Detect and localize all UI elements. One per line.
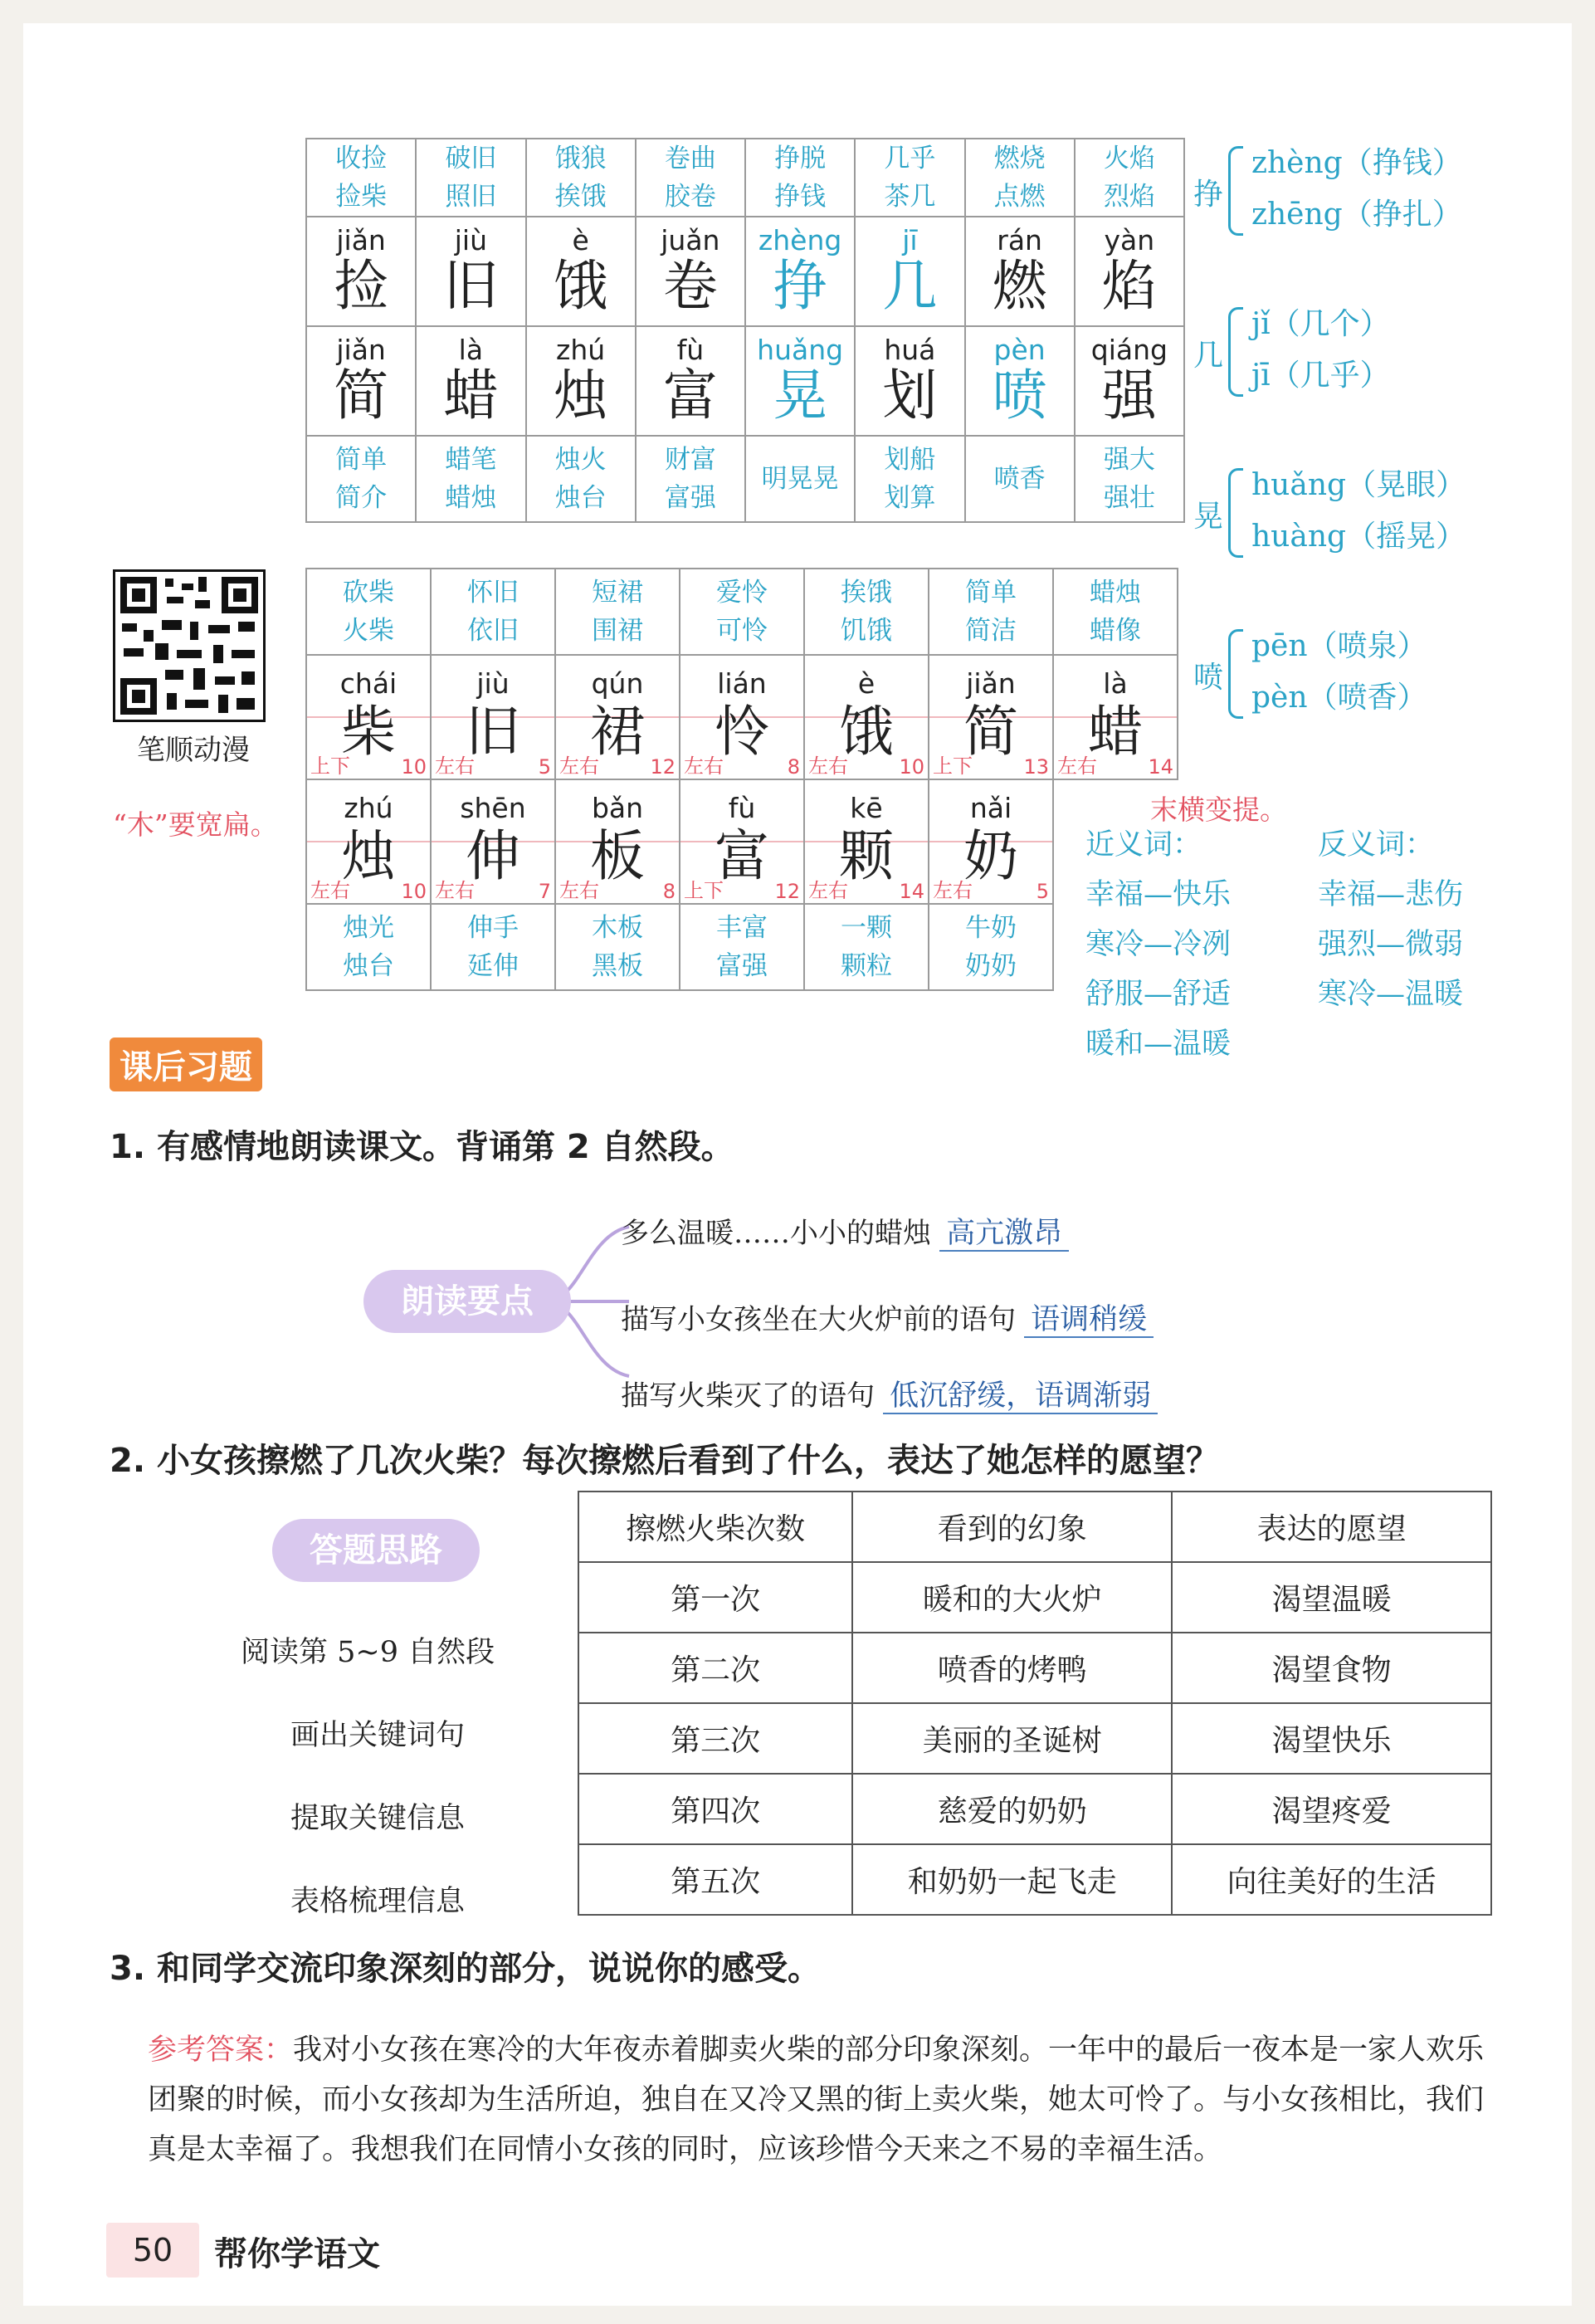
pinyin: è: [857, 667, 876, 700]
hanzi: 伸: [466, 824, 520, 888]
word-cell: [1075, 436, 1184, 522]
hanzi: 烛: [553, 364, 608, 427]
word: 强壮: [1103, 483, 1155, 513]
word-cell: [745, 139, 855, 217]
word: 蜡烛: [1090, 578, 1141, 608]
word: 简单: [335, 445, 388, 475]
word: 烈焰: [1103, 182, 1155, 212]
word-cell: [745, 436, 855, 522]
hanzi: 强: [1101, 364, 1157, 427]
word-cell: [855, 139, 964, 217]
antonym-pair: 幸福—悲伤: [1318, 878, 1464, 911]
table-row: [578, 1844, 1491, 1915]
word: 富强: [664, 483, 716, 513]
header-cell: 看到的幻象: [852, 1492, 1172, 1562]
pinyin: lián: [717, 667, 767, 700]
read-points-pill: 朗读要点: [363, 1270, 571, 1333]
word: 捡柴: [335, 182, 388, 212]
pinyin: zhú: [556, 334, 606, 366]
word-cell: [636, 139, 745, 217]
table-cell: 美丽的圣诞树: [852, 1703, 1172, 1774]
word: 一颗: [841, 913, 892, 943]
char-cell: [929, 655, 1053, 779]
hanzi: 简: [334, 364, 389, 427]
char-cell: [306, 779, 431, 904]
pinyin: là: [1103, 667, 1128, 700]
char-cell: [306, 217, 416, 326]
word: 几乎: [884, 144, 936, 173]
word: 照旧: [445, 182, 497, 212]
structure-tag: 左右: [310, 879, 350, 902]
read-item: [621, 1296, 1154, 1338]
char-cell: [855, 217, 964, 326]
pinyin: rán: [997, 224, 1042, 256]
structure-tag: 左右: [684, 754, 724, 778]
word: 依旧: [467, 616, 519, 646]
antonym-pair: 强烈—微弱: [1318, 928, 1464, 961]
word: 砍柴: [343, 578, 394, 608]
question-2: 2. 小女孩擦燃了几次火柴？每次擦燃后看到了什么，表达了她怎样的愿望？: [110, 1442, 1219, 1480]
structure-tag: 左右: [1057, 754, 1097, 778]
antonyms: [1318, 820, 1463, 1019]
stroke-count: 12: [774, 880, 800, 903]
table-cell: 慈爱的奶奶: [852, 1774, 1172, 1844]
word: 卷曲: [664, 144, 716, 173]
word: 点燃: [993, 182, 1046, 212]
word-cell: [555, 904, 680, 990]
hanzi: 蜡: [1088, 700, 1143, 764]
pinyin: jiù: [476, 667, 510, 700]
char-cell: [416, 326, 525, 436]
word: 简介: [335, 483, 388, 513]
word-cell: [680, 569, 804, 655]
note-left: “木”要宽扁。: [113, 808, 278, 841]
word: 简洁: [965, 616, 1017, 646]
table-cell: 向往美好的生活: [1172, 1844, 1491, 1915]
char-cell: [555, 655, 680, 779]
word-cell: [1053, 569, 1178, 655]
word: 饿狼: [554, 144, 607, 173]
word-cell: [306, 436, 416, 522]
word-cell: [306, 139, 416, 217]
table-cell: 喷香的烤鸭: [852, 1633, 1172, 1703]
word: 烛台: [343, 951, 394, 981]
synonyms: [1085, 820, 1231, 1069]
table-cell: 暖和的大火炉: [852, 1562, 1172, 1633]
char-cell: [306, 326, 416, 436]
structure-tag: 左右: [435, 754, 475, 778]
hanzi: 几: [882, 254, 938, 318]
word-cell: [416, 139, 525, 217]
word: 燃烧: [993, 144, 1046, 173]
structure-tag: 左右: [808, 754, 848, 778]
stroke-count: 12: [650, 755, 676, 779]
reference-answer: [148, 2025, 1509, 2175]
word: 破旧: [445, 144, 497, 173]
table-row: [578, 1633, 1491, 1703]
pinyin: yàn: [1104, 224, 1155, 256]
match-table: [578, 1491, 1492, 1916]
hanzi: 饿: [839, 700, 894, 764]
synonym-pair: 寒冷—冷冽: [1085, 928, 1232, 961]
polyphone-char: 挣: [1193, 178, 1224, 212]
brace: [1228, 307, 1243, 397]
synonyms-title: 近义词：: [1085, 828, 1202, 862]
polyphone-item: [1193, 300, 1575, 408]
read-item-text: 描写小女孩坐在大火炉前的语句: [621, 1303, 1016, 1336]
table-cell: 第二次: [578, 1633, 852, 1703]
structure-tag: 上下: [310, 754, 350, 778]
read-item-answer: 高亢激昂: [939, 1217, 1069, 1252]
word: 围裙: [592, 616, 643, 646]
pinyin: bǎn: [591, 792, 644, 824]
word: 烛台: [554, 483, 607, 513]
char-cell: [804, 655, 929, 779]
header-cell: 表达的愿望: [1172, 1492, 1491, 1562]
hanzi: 卷: [662, 254, 718, 318]
word: 伸手: [467, 913, 519, 943]
synonym-pair: 幸福—快乐: [1085, 878, 1232, 911]
word-cell: [636, 436, 745, 522]
char-cell: [636, 217, 745, 326]
read-item-text: 描写火柴灭了的语句: [621, 1379, 875, 1413]
word-cell: [431, 904, 555, 990]
char-cell: [965, 326, 1075, 436]
hanzi: 晃: [773, 364, 828, 427]
hanzi: 富: [662, 364, 718, 427]
pinyin: huǎng: [757, 334, 844, 366]
word: 蜡笔: [445, 445, 497, 475]
word: 挨饿: [841, 578, 892, 608]
char-cell: [965, 217, 1075, 326]
table-cell: 渴望温暖: [1172, 1562, 1491, 1633]
hanzi: 饿: [553, 254, 608, 318]
antonym-pair: 寒冷—温暖: [1318, 978, 1464, 1011]
word: 挨饿: [554, 182, 607, 212]
word-cell: [416, 436, 525, 522]
pinyin: chái: [339, 667, 398, 700]
structure-tag: 左右: [559, 754, 599, 778]
word: 爱怜: [716, 578, 768, 608]
char-cell: [431, 655, 555, 779]
read-item-text: 多么温暖……小小的蜡烛: [621, 1217, 931, 1250]
read-item: [621, 1373, 1158, 1414]
table-cell: 和奶奶一起飞走: [852, 1844, 1172, 1915]
stroke-count: 8: [662, 880, 676, 903]
word-cell: [804, 569, 929, 655]
pinyin: jī: [902, 224, 918, 256]
word: 喷香: [993, 464, 1046, 494]
word-cell: [555, 569, 680, 655]
table-cell: 第三次: [578, 1703, 852, 1774]
word: 木板: [592, 913, 643, 943]
stroke-count: 14: [1148, 755, 1173, 779]
pinyin: nǎi: [969, 792, 1012, 824]
pinyin: jiǎn: [336, 334, 386, 366]
word: 怀旧: [467, 578, 519, 608]
structure-tag: 左右: [559, 879, 599, 902]
table-cell: 渴望疼爱: [1172, 1774, 1491, 1844]
reading-a: jǐ（几个）: [1251, 307, 1390, 341]
char-cell: [431, 779, 555, 904]
book-title: 帮你学语文: [214, 2235, 380, 2273]
word: 胶卷: [664, 182, 716, 212]
pinyin: là: [458, 334, 484, 366]
table-row: [578, 1562, 1491, 1633]
hanzi: 简: [963, 700, 1018, 764]
structure-tag: 上下: [684, 879, 724, 902]
word: 短裙: [592, 578, 643, 608]
word-cell: [929, 569, 1053, 655]
antonyms-title: 反义词：: [1318, 828, 1435, 862]
pinyin: jiǎn: [966, 667, 1016, 700]
read-item: [621, 1210, 1069, 1252]
brace: [1228, 468, 1243, 558]
char-cell: [745, 217, 855, 326]
stroke-count: 10: [401, 880, 427, 903]
page-number: 50: [106, 2223, 199, 2278]
word: 黑板: [592, 951, 643, 981]
hanzi: 捡: [334, 254, 389, 318]
step: 表格梳理信息: [290, 1885, 465, 1918]
pinyin: è: [572, 224, 589, 256]
think-pill: 答题思路: [272, 1519, 480, 1582]
word: 颗粒: [841, 951, 892, 981]
header-cell: 擦燃火柴次数: [578, 1492, 852, 1562]
reading-b: pèn（喷香）: [1251, 681, 1427, 715]
header-row: [578, 1492, 1491, 1562]
word-cell: [680, 904, 804, 990]
polyphone-item: [1193, 139, 1575, 247]
section-label: 课后习题: [110, 1038, 262, 1091]
char-cell: [1075, 217, 1184, 326]
table-row: [578, 1703, 1491, 1774]
word: 划算: [884, 483, 936, 513]
step: 提取关键信息: [290, 1802, 465, 1835]
word: 挣钱: [774, 182, 827, 212]
pinyin: zhú: [344, 792, 393, 824]
char-cell: [855, 326, 964, 436]
word: 明晃晃: [761, 464, 839, 494]
structure-tag: 上下: [933, 754, 973, 778]
word-cell: [929, 904, 1053, 990]
pinyin: kē: [850, 792, 883, 824]
synonym-pair: 暖和—温暖: [1085, 1028, 1232, 1061]
qr-caption: 笔顺动漫: [137, 734, 250, 767]
stroke-count: 10: [401, 755, 427, 779]
char-cell: [1053, 655, 1178, 779]
stroke-count: 8: [787, 755, 800, 779]
word: 收捡: [335, 144, 388, 173]
step: 画出关键词句: [290, 1719, 465, 1752]
word-cell: [526, 436, 636, 522]
pinyin: shēn: [460, 792, 526, 824]
hanzi: 烛: [341, 824, 396, 888]
char-cell: [526, 217, 636, 326]
char-cell: [680, 779, 804, 904]
read-item-answer: 低沉舒缓，语调渐弱: [883, 1379, 1158, 1414]
word: 烛火: [554, 445, 607, 475]
ref-label: 参考答案：: [148, 2034, 294, 2067]
table-cell: 渴望食物: [1172, 1633, 1491, 1703]
vocab-table-1: [305, 138, 1185, 523]
synonym-pair: 舒服—舒适: [1085, 978, 1232, 1011]
brace: [1228, 146, 1243, 236]
hanzi: 富: [715, 824, 769, 888]
reading-a: pēn（喷泉）: [1251, 629, 1427, 663]
pinyin: jiǎn: [336, 224, 386, 256]
hanzi: 奶: [963, 824, 1018, 888]
word-cell: [431, 569, 555, 655]
word: 奶奶: [965, 951, 1017, 981]
stroke-count: 7: [538, 880, 551, 903]
stroke-count: 5: [1036, 880, 1049, 903]
hanzi: 挣: [773, 254, 828, 318]
char-cell: [416, 217, 525, 326]
pinyin: qún: [591, 667, 644, 700]
note-right: 末横变提。: [1150, 793, 1287, 826]
char-cell: [804, 779, 929, 904]
word: 烛光: [343, 913, 394, 943]
hanzi: 旧: [466, 700, 520, 764]
table-cell: 第一次: [578, 1562, 852, 1633]
char-cell: [680, 655, 804, 779]
steps: [241, 1629, 515, 1961]
hanzi: 怜: [715, 700, 769, 764]
word-cell: [526, 139, 636, 217]
question-3: 3. 和同学交流印象深刻的部分，说说你的感受。: [110, 1950, 821, 1988]
stroke-count: 5: [538, 755, 551, 779]
table-cell: 第四次: [578, 1774, 852, 1844]
word-cell: [855, 436, 964, 522]
word: 强大: [1103, 445, 1155, 475]
word-cell: [965, 436, 1075, 522]
structure-tag: 左右: [435, 879, 475, 902]
read-item-answer: 语调稍缓: [1024, 1303, 1154, 1338]
word: 蜡像: [1090, 616, 1141, 646]
question-1: 1. 有感情地朗读课文。背诵第 2 自然段。: [110, 1128, 734, 1166]
page: [23, 23, 1572, 2306]
pinyin: juǎn: [661, 224, 720, 256]
reading-b: zhēng（挣扎）: [1251, 198, 1462, 232]
structure-tag: 左右: [933, 879, 973, 902]
hanzi: 柴: [341, 700, 396, 764]
hanzi: 颗: [839, 824, 894, 888]
pinyin: pèn: [993, 334, 1046, 366]
polyphone-item: [1193, 461, 1575, 569]
word: 火柴: [343, 616, 394, 646]
step: 阅读第 5~9 自然段: [241, 1636, 495, 1669]
char-cell: [929, 779, 1053, 904]
hanzi: 喷: [992, 364, 1047, 427]
pinyin: jiù: [454, 224, 487, 256]
writing-table: [305, 568, 1178, 991]
polyphone-char: 几: [1193, 339, 1224, 373]
word: 可怜: [716, 616, 768, 646]
pinyin: huá: [884, 334, 936, 366]
hanzi: 蜡: [443, 364, 499, 427]
reading-b: huàng（摇晃）: [1251, 520, 1466, 554]
pinyin: zhèng: [758, 224, 842, 256]
pinyin: fù: [728, 792, 756, 824]
stroke-count: 10: [899, 755, 924, 779]
hanzi: 旧: [443, 254, 499, 318]
reading-b: jī（几乎）: [1251, 359, 1390, 393]
stroke-count: 14: [899, 880, 924, 903]
word: 丰富: [716, 913, 768, 943]
char-cell: [745, 326, 855, 436]
pinyin: fù: [676, 334, 705, 366]
word: 简单: [965, 578, 1017, 608]
word-cell: [804, 904, 929, 990]
hanzi: 板: [590, 824, 645, 888]
word-cell: [306, 904, 431, 990]
word-cell: [1075, 139, 1184, 217]
reading-a: huǎng（晃眼）: [1251, 468, 1466, 502]
polyphone-char: 晃: [1193, 500, 1224, 534]
reading-a: zhèng（挣钱）: [1251, 146, 1462, 180]
char-cell: [526, 326, 636, 436]
structure-tag: 左右: [808, 879, 848, 902]
table-row: [578, 1774, 1491, 1844]
word: 火焰: [1103, 144, 1155, 173]
word: 财富: [664, 445, 716, 475]
char-cell: [1075, 326, 1184, 436]
table-cell: 第五次: [578, 1844, 852, 1915]
word: 延伸: [467, 951, 519, 981]
word-cell: [965, 139, 1075, 217]
stroke-count: 13: [1023, 755, 1049, 779]
word: 挣脱: [774, 144, 827, 173]
word-cell: [306, 569, 431, 655]
qr-code-icon[interactable]: [113, 569, 266, 722]
char-cell: [555, 779, 680, 904]
ref-text: 我对小女孩在寒冷的大年夜赤着脚卖火柴的部分印象深刻。一年中的最后一夜本是一家人欢乐团聚的时候，而小女孩却为生活所迫，独自在又冷又黑的街上卖火柴，她太可怜了。与小女孩相比，我们真是太幸福了。我想我们在同情小女孩的同时，应该珍惜今天来之不易的幸福生活。: [148, 2034, 1485, 2166]
hanzi: 裙: [590, 700, 645, 764]
polyphone-char: 喷: [1193, 661, 1224, 695]
hanzi: 划: [882, 364, 938, 427]
word: 饥饿: [841, 616, 892, 646]
hanzi: 燃: [992, 254, 1047, 318]
char-cell: [636, 326, 745, 436]
word: 茶几: [884, 182, 936, 212]
word: 划船: [884, 445, 936, 475]
brace: [1228, 629, 1243, 719]
pinyin: qiáng: [1090, 334, 1168, 366]
word: 富强: [716, 951, 768, 981]
word: 牛奶: [965, 913, 1017, 943]
word: 蜡烛: [445, 483, 497, 513]
hanzi: 焰: [1101, 254, 1157, 318]
polyphone-item: [1193, 622, 1575, 730]
table-cell: 渴望快乐: [1172, 1703, 1491, 1774]
char-cell: [306, 655, 431, 779]
